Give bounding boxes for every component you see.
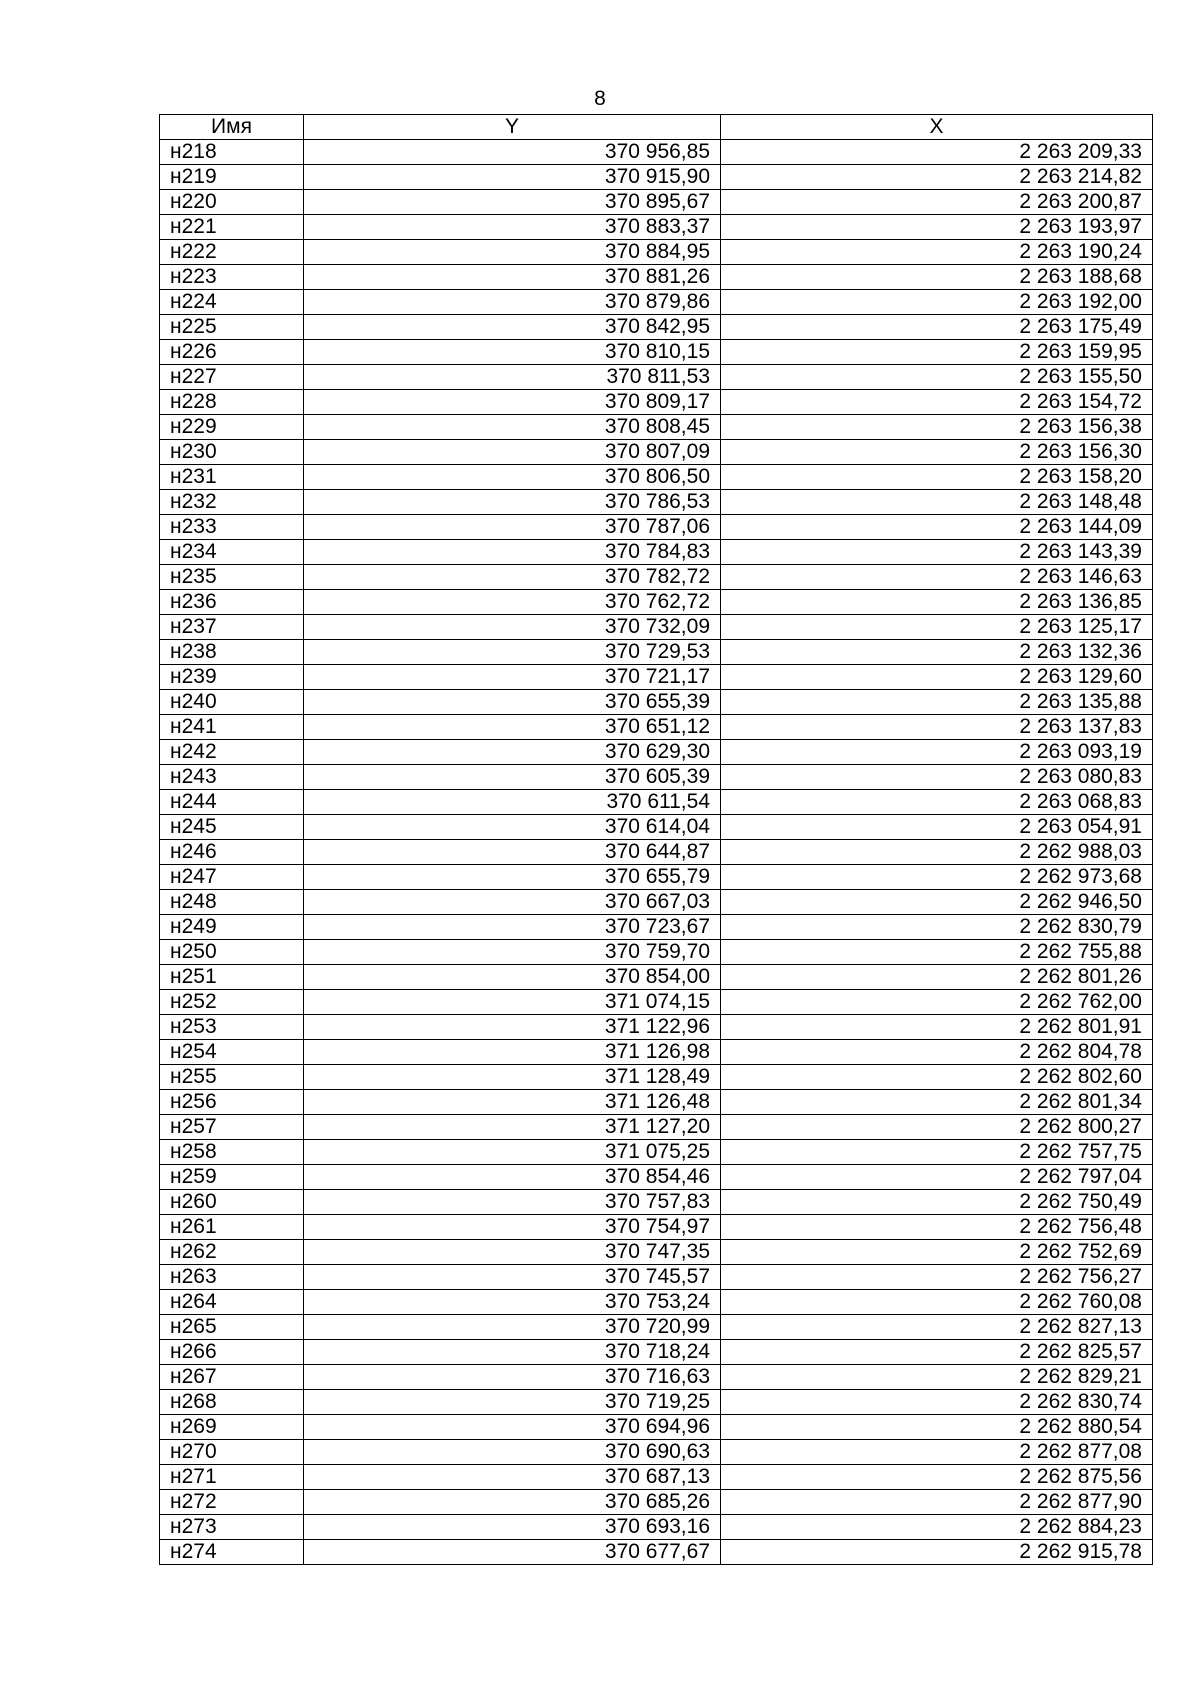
x-coordinate-cell: 2 263 188,68 (721, 265, 1153, 290)
table-row (160, 865, 1153, 890)
x-coordinate-cell: 2 262 760,08 (721, 1290, 1153, 1315)
table-row (160, 665, 1153, 690)
point-name-cell: н229 (160, 415, 304, 440)
table-row (160, 365, 1153, 390)
point-name-cell: н240 (160, 690, 304, 715)
x-coordinate-cell: 2 262 829,21 (721, 1365, 1153, 1390)
y-coordinate-cell: 371 126,48 (304, 1090, 721, 1115)
x-coordinate-cell: 2 263 080,83 (721, 765, 1153, 790)
y-coordinate-cell: 370 644,87 (304, 840, 721, 865)
x-coordinate-cell: 2 263 192,00 (721, 290, 1153, 315)
y-coordinate-cell: 370 884,95 (304, 240, 721, 265)
y-coordinate-cell: 370 690,63 (304, 1440, 721, 1465)
y-coordinate-cell: 370 810,15 (304, 340, 721, 365)
y-coordinate-cell: 371 074,15 (304, 990, 721, 1015)
point-name-cell: н237 (160, 615, 304, 640)
table-row (160, 840, 1153, 865)
x-coordinate-cell: 2 263 209,33 (721, 140, 1153, 165)
point-name-cell: н267 (160, 1365, 304, 1390)
table-row (160, 890, 1153, 915)
point-name-cell: н226 (160, 340, 304, 365)
x-coordinate-cell: 2 263 193,97 (721, 215, 1153, 240)
y-coordinate-cell: 370 687,13 (304, 1465, 721, 1490)
point-name-cell: н274 (160, 1540, 304, 1565)
point-name-cell: н247 (160, 865, 304, 890)
x-coordinate-cell: 2 263 135,88 (721, 690, 1153, 715)
x-coordinate-cell: 2 262 946,50 (721, 890, 1153, 915)
point-name-cell: н248 (160, 890, 304, 915)
point-name-cell: н259 (160, 1165, 304, 1190)
point-name-cell: н244 (160, 790, 304, 815)
point-name-cell: н245 (160, 815, 304, 840)
table-row (160, 190, 1153, 215)
table-row (160, 815, 1153, 840)
x-coordinate-cell: 2 262 825,57 (721, 1340, 1153, 1365)
x-coordinate-cell: 2 262 830,79 (721, 915, 1153, 940)
table-row (160, 440, 1153, 465)
y-coordinate-cell: 370 784,83 (304, 540, 721, 565)
table-row (160, 390, 1153, 415)
point-name-cell: н269 (160, 1415, 304, 1440)
point-name-cell: н258 (160, 1140, 304, 1165)
x-coordinate-cell: 2 262 752,69 (721, 1240, 1153, 1265)
table-row (160, 1315, 1153, 1340)
table-row (160, 465, 1153, 490)
point-name-cell: н271 (160, 1465, 304, 1490)
point-name-cell: н256 (160, 1090, 304, 1115)
x-coordinate-cell: 2 262 915,78 (721, 1540, 1153, 1565)
x-coordinate-cell: 2 263 156,30 (721, 440, 1153, 465)
point-name-cell: н228 (160, 390, 304, 415)
y-coordinate-cell: 370 811,53 (304, 365, 721, 390)
table-row (160, 640, 1153, 665)
table-row (160, 1240, 1153, 1265)
y-coordinate-cell: 370 782,72 (304, 565, 721, 590)
table-row (160, 165, 1153, 190)
y-coordinate-cell: 370 720,99 (304, 1315, 721, 1340)
table-row (160, 1440, 1153, 1465)
point-name-cell: н251 (160, 965, 304, 990)
table-row (160, 1415, 1153, 1440)
x-coordinate-cell: 2 263 148,48 (721, 490, 1153, 515)
y-coordinate-cell: 370 883,37 (304, 215, 721, 240)
x-coordinate-cell: 2 263 154,72 (721, 390, 1153, 415)
table-row (160, 1090, 1153, 1115)
point-name-cell: н241 (160, 715, 304, 740)
table-row (160, 765, 1153, 790)
y-coordinate-cell: 370 787,06 (304, 515, 721, 540)
y-coordinate-cell: 370 762,72 (304, 590, 721, 615)
y-coordinate-cell: 371 075,25 (304, 1140, 721, 1165)
table-row (160, 615, 1153, 640)
y-coordinate-cell: 370 614,04 (304, 815, 721, 840)
x-coordinate-cell: 2 263 132,36 (721, 640, 1153, 665)
y-coordinate-cell: 370 723,67 (304, 915, 721, 940)
x-coordinate-cell: 2 263 155,50 (721, 365, 1153, 390)
x-coordinate-cell: 2 262 756,27 (721, 1265, 1153, 1290)
x-coordinate-cell: 2 262 830,74 (721, 1390, 1153, 1415)
point-name-cell: н260 (160, 1190, 304, 1215)
y-coordinate-cell: 370 745,57 (304, 1265, 721, 1290)
y-coordinate-cell: 370 806,50 (304, 465, 721, 490)
x-coordinate-cell: 2 262 801,26 (721, 965, 1153, 990)
table-row (160, 1540, 1153, 1565)
table-row (160, 1065, 1153, 1090)
table-row (160, 1390, 1153, 1415)
y-coordinate-cell: 370 915,90 (304, 165, 721, 190)
y-coordinate-cell: 370 693,16 (304, 1515, 721, 1540)
point-name-cell: н220 (160, 190, 304, 215)
x-coordinate-cell: 2 262 827,13 (721, 1315, 1153, 1340)
table-row (160, 1515, 1153, 1540)
y-coordinate-cell: 370 895,67 (304, 190, 721, 215)
y-coordinate-cell: 370 655,79 (304, 865, 721, 890)
x-coordinate-cell: 2 262 973,68 (721, 865, 1153, 890)
point-name-cell: н218 (160, 140, 304, 165)
x-coordinate-cell: 2 263 054,91 (721, 815, 1153, 840)
table-row (160, 965, 1153, 990)
table-row (160, 1040, 1153, 1065)
table-row (160, 415, 1153, 440)
y-coordinate-cell: 370 807,09 (304, 440, 721, 465)
table-row (160, 340, 1153, 365)
x-coordinate-cell: 2 263 129,60 (721, 665, 1153, 690)
y-coordinate-cell: 370 716,63 (304, 1365, 721, 1390)
table-row (160, 990, 1153, 1015)
y-coordinate-cell: 370 651,12 (304, 715, 721, 740)
point-name-cell: н231 (160, 465, 304, 490)
table-row (160, 240, 1153, 265)
table-row (160, 1215, 1153, 1240)
point-name-cell: н268 (160, 1390, 304, 1415)
y-coordinate-cell: 370 786,53 (304, 490, 721, 515)
y-coordinate-cell: 370 842,95 (304, 315, 721, 340)
table-row (160, 740, 1153, 765)
y-coordinate-cell: 370 719,25 (304, 1390, 721, 1415)
x-coordinate-cell: 2 263 175,49 (721, 315, 1153, 340)
x-coordinate-cell: 2 262 757,75 (721, 1140, 1153, 1165)
point-name-cell: н263 (160, 1265, 304, 1290)
table-row (160, 265, 1153, 290)
table-row (160, 590, 1153, 615)
point-name-cell: н233 (160, 515, 304, 540)
table-row (160, 1490, 1153, 1515)
point-name-cell: н270 (160, 1440, 304, 1465)
point-name-cell: н219 (160, 165, 304, 190)
x-coordinate-cell: 2 262 880,54 (721, 1415, 1153, 1440)
point-name-cell: н252 (160, 990, 304, 1015)
table-row (160, 565, 1153, 590)
y-coordinate-cell: 370 879,86 (304, 290, 721, 315)
table-row (160, 1115, 1153, 1140)
point-name-cell: н236 (160, 590, 304, 615)
y-coordinate-cell: 370 808,45 (304, 415, 721, 440)
point-name-cell: н242 (160, 740, 304, 765)
y-coordinate-cell: 371 128,49 (304, 1065, 721, 1090)
point-name-cell: н249 (160, 915, 304, 940)
y-coordinate-cell: 370 753,24 (304, 1290, 721, 1315)
point-name-cell: н254 (160, 1040, 304, 1065)
y-coordinate-cell: 371 122,96 (304, 1015, 721, 1040)
page-number: 8 (594, 87, 606, 110)
table-row (160, 940, 1153, 965)
y-coordinate-cell: 370 956,85 (304, 140, 721, 165)
header-y: Y (304, 115, 721, 140)
table-row (160, 490, 1153, 515)
table-row (160, 140, 1153, 165)
point-name-cell: н261 (160, 1215, 304, 1240)
point-name-cell: н222 (160, 240, 304, 265)
y-coordinate-cell: 370 685,26 (304, 1490, 721, 1515)
point-name-cell: н235 (160, 565, 304, 590)
x-coordinate-cell: 2 263 144,09 (721, 515, 1153, 540)
x-coordinate-cell: 2 263 146,63 (721, 565, 1153, 590)
y-coordinate-cell: 370 721,17 (304, 665, 721, 690)
table-row (160, 215, 1153, 240)
table-row (160, 1290, 1153, 1315)
y-coordinate-cell: 370 667,03 (304, 890, 721, 915)
table-row (160, 1015, 1153, 1040)
y-coordinate-cell: 370 759,70 (304, 940, 721, 965)
y-coordinate-cell: 370 629,30 (304, 740, 721, 765)
x-coordinate-cell: 2 262 988,03 (721, 840, 1153, 865)
y-coordinate-cell: 370 757,83 (304, 1190, 721, 1215)
x-coordinate-cell: 2 262 800,27 (721, 1115, 1153, 1140)
point-name-cell: н243 (160, 765, 304, 790)
table-row (160, 540, 1153, 565)
x-coordinate-cell: 2 262 804,78 (721, 1040, 1153, 1065)
point-name-cell: н227 (160, 365, 304, 390)
y-coordinate-cell: 370 881,26 (304, 265, 721, 290)
y-coordinate-cell: 370 854,46 (304, 1165, 721, 1190)
x-coordinate-cell: 2 262 750,49 (721, 1190, 1153, 1215)
table-row (160, 690, 1153, 715)
table-row (160, 315, 1153, 340)
table-body (160, 140, 1153, 1565)
y-coordinate-cell: 370 655,39 (304, 690, 721, 715)
point-name-cell: н266 (160, 1340, 304, 1365)
x-coordinate-cell: 2 262 762,00 (721, 990, 1153, 1015)
point-name-cell: н273 (160, 1515, 304, 1540)
point-name-cell: н239 (160, 665, 304, 690)
x-coordinate-cell: 2 263 158,20 (721, 465, 1153, 490)
point-name-cell: н253 (160, 1015, 304, 1040)
y-coordinate-cell: 370 854,00 (304, 965, 721, 990)
x-coordinate-cell: 2 263 190,24 (721, 240, 1153, 265)
y-coordinate-cell: 370 718,24 (304, 1340, 721, 1365)
y-coordinate-cell: 371 127,20 (304, 1115, 721, 1140)
point-name-cell: н223 (160, 265, 304, 290)
y-coordinate-cell: 370 611,54 (304, 790, 721, 815)
y-coordinate-cell: 370 747,35 (304, 1240, 721, 1265)
table-row (160, 515, 1153, 540)
x-coordinate-cell: 2 262 755,88 (721, 940, 1153, 965)
point-name-cell: н221 (160, 215, 304, 240)
point-name-cell: н224 (160, 290, 304, 315)
point-name-cell: н250 (160, 940, 304, 965)
point-name-cell: н230 (160, 440, 304, 465)
x-coordinate-cell: 2 263 159,95 (721, 340, 1153, 365)
table-row (160, 290, 1153, 315)
x-coordinate-cell: 2 263 214,82 (721, 165, 1153, 190)
x-coordinate-cell: 2 262 801,34 (721, 1090, 1153, 1115)
x-coordinate-cell: 2 263 137,83 (721, 715, 1153, 740)
y-coordinate-cell: 370 694,96 (304, 1415, 721, 1440)
header-x: X (721, 115, 1153, 140)
table-row (160, 1265, 1153, 1290)
x-coordinate-cell: 2 263 093,19 (721, 740, 1153, 765)
x-coordinate-cell: 2 262 802,60 (721, 1065, 1153, 1090)
point-name-cell: н234 (160, 540, 304, 565)
y-coordinate-cell: 370 677,67 (304, 1540, 721, 1565)
table-row (160, 1365, 1153, 1390)
point-name-cell: н272 (160, 1490, 304, 1515)
x-coordinate-cell: 2 263 068,83 (721, 790, 1153, 815)
x-coordinate-cell: 2 263 143,39 (721, 540, 1153, 565)
x-coordinate-cell: 2 262 877,08 (721, 1440, 1153, 1465)
table-row (160, 1340, 1153, 1365)
point-name-cell: н257 (160, 1115, 304, 1140)
point-name-cell: н238 (160, 640, 304, 665)
y-coordinate-cell: 370 732,09 (304, 615, 721, 640)
y-coordinate-cell: 370 605,39 (304, 765, 721, 790)
point-name-cell: н246 (160, 840, 304, 865)
point-name-cell: н225 (160, 315, 304, 340)
table-row (160, 715, 1153, 740)
point-name-cell: н232 (160, 490, 304, 515)
x-coordinate-cell: 2 262 875,56 (721, 1465, 1153, 1490)
coordinates-table (159, 114, 1153, 1565)
x-coordinate-cell: 2 263 200,87 (721, 190, 1153, 215)
point-name-cell: н264 (160, 1290, 304, 1315)
header-name: Имя (160, 115, 304, 140)
table-row (160, 1190, 1153, 1215)
table-header (160, 115, 1153, 140)
point-name-cell: н262 (160, 1240, 304, 1265)
table-row (160, 1165, 1153, 1190)
table-row (160, 915, 1153, 940)
y-coordinate-cell: 370 754,97 (304, 1215, 721, 1240)
x-coordinate-cell: 2 263 156,38 (721, 415, 1153, 440)
table-row (160, 1465, 1153, 1490)
table-row (160, 1140, 1153, 1165)
table-row (160, 790, 1153, 815)
x-coordinate-cell: 2 262 877,90 (721, 1490, 1153, 1515)
y-coordinate-cell: 370 809,17 (304, 390, 721, 415)
x-coordinate-cell: 2 262 884,23 (721, 1515, 1153, 1540)
x-coordinate-cell: 2 262 756,48 (721, 1215, 1153, 1240)
point-name-cell: н255 (160, 1065, 304, 1090)
y-coordinate-cell: 370 729,53 (304, 640, 721, 665)
x-coordinate-cell: 2 263 136,85 (721, 590, 1153, 615)
header-row (160, 115, 1153, 140)
point-name-cell: н265 (160, 1315, 304, 1340)
y-coordinate-cell: 371 126,98 (304, 1040, 721, 1065)
x-coordinate-cell: 2 262 801,91 (721, 1015, 1153, 1040)
x-coordinate-cell: 2 262 797,04 (721, 1165, 1153, 1190)
x-coordinate-cell: 2 263 125,17 (721, 615, 1153, 640)
